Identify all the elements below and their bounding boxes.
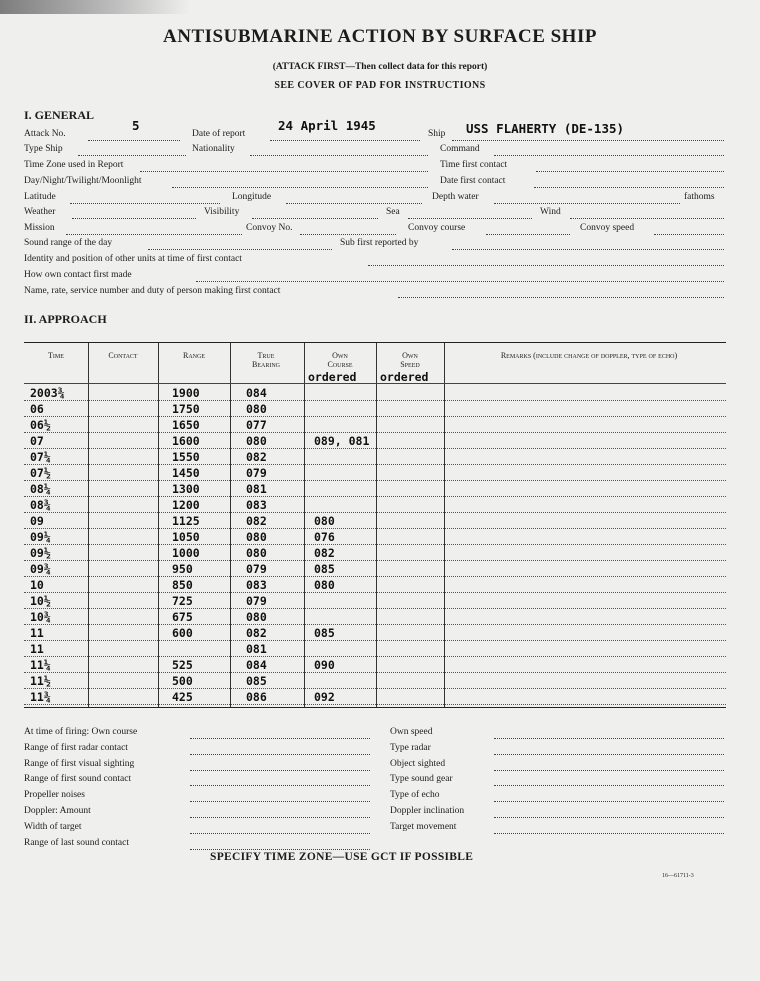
bearing-cell: 080 <box>246 530 267 544</box>
specify-time-zone: SPECIFY TIME ZONE—USE GCT IF POSSIBLE <box>210 851 474 863</box>
bearing-cell: 085 <box>246 674 267 688</box>
sound-range-label: Sound range of the day <box>24 238 113 248</box>
course-cell: 076 <box>314 530 335 544</box>
firing-left-line <box>190 849 370 850</box>
firing-right-label: Type of echo <box>390 790 440 800</box>
bearing-cell: 077 <box>246 418 267 432</box>
course-cell: 080 <box>314 578 335 592</box>
form-subtitle: (ATTACK FIRST—Then collect data for this report) <box>272 62 488 72</box>
form-title: ANTISUBMARINE ACTION BY SURFACE SHIP <box>163 26 597 47</box>
firing-left-line <box>190 833 370 834</box>
convoy-no-label: Convoy No. <box>246 223 293 233</box>
firing-left-label: Width of target <box>24 822 82 832</box>
bearing-cell: 079 <box>246 562 267 576</box>
firing-right-label: Type sound gear <box>390 774 453 784</box>
table-row-line <box>24 560 726 561</box>
form-number: 16—61711-3 <box>662 873 694 879</box>
command-line <box>494 155 724 156</box>
firing-left-label: At time of firing: Own course <box>24 727 138 737</box>
bearing-cell: 082 <box>246 514 267 528</box>
bearing-cell: 084 <box>246 658 267 672</box>
course-ordered-note: ordered <box>308 370 357 384</box>
firing-right-line <box>494 738 724 739</box>
weather-line <box>72 218 196 219</box>
name-rate-line <box>398 297 724 298</box>
table-row-line <box>24 672 726 673</box>
firing-right-label: Type radar <box>390 743 431 753</box>
table-row-line <box>24 544 726 545</box>
form-instructions: SEE COVER OF PAD FOR INSTRUCTIONS <box>274 80 486 91</box>
longitude-line <box>286 203 422 204</box>
time-cell: 09¾ <box>30 562 51 576</box>
date-first-contact-label: Date first contact <box>440 176 506 186</box>
firing-right-label: Doppler inclination <box>390 806 465 816</box>
section-approach-heading: II. APPROACH <box>24 312 107 326</box>
time-cell: 11¼ <box>30 658 51 672</box>
weather-label: Weather <box>24 207 56 217</box>
time-cell: 07 <box>30 434 44 448</box>
range-cell: 1000 <box>172 546 200 560</box>
how-contact-label: How own contact first made <box>24 270 132 280</box>
attack-no-line <box>88 140 180 141</box>
time-cell: 08¼ <box>30 482 51 496</box>
col-own-speed: Own Speed <box>400 351 420 369</box>
sub-first-reported-line <box>452 249 724 250</box>
ship-line <box>452 140 724 141</box>
firing-right-line <box>494 833 724 834</box>
range-cell: 675 <box>172 610 193 624</box>
col-range: Range <box>183 351 205 360</box>
day-night-label: Day/Night/Twilight/Moonlight <box>24 176 142 186</box>
sub-first-reported-label: Sub first reported by <box>340 238 419 248</box>
latitude-label: Latitude <box>24 192 56 202</box>
speed-ordered-note: ordered <box>380 370 429 384</box>
col-time: Time <box>48 351 64 360</box>
mission-line <box>66 234 242 235</box>
time-cell: 07¼ <box>30 450 51 464</box>
bearing-cell: 079 <box>246 594 267 608</box>
time-cell: 10¾ <box>30 610 51 624</box>
type-ship-line <box>78 155 186 156</box>
range-cell: 500 <box>172 674 193 688</box>
latitude-line <box>70 203 220 204</box>
identity-label: Identity and position of other units at time of first contact <box>24 254 242 264</box>
section-general-heading: I. GENERAL <box>24 108 95 122</box>
time-zone-line <box>140 171 428 172</box>
time-cell: 08¾ <box>30 498 51 512</box>
date-label: Date of report <box>192 129 246 139</box>
course-cell: 090 <box>314 658 335 672</box>
sound-range-line <box>148 249 332 250</box>
time-cell: 11 <box>30 642 44 656</box>
day-night-line <box>172 187 428 188</box>
firing-right-label: Own speed <box>390 727 433 737</box>
firing-right-line <box>494 770 724 771</box>
table-row-line <box>24 400 726 401</box>
range-cell: 725 <box>172 594 193 608</box>
firing-left-label: Range of last sound contact <box>24 838 130 848</box>
time-cell: 11 <box>30 626 44 640</box>
course-cell: 085 <box>314 626 335 640</box>
range-cell: 1900 <box>172 386 200 400</box>
time-first-contact-label: Time first contact <box>440 160 508 170</box>
name-rate-label: Name, rate, service number and duty of person making first contact <box>24 286 281 296</box>
range-cell: 1750 <box>172 402 200 416</box>
convoy-course-label: Convoy course <box>408 223 466 233</box>
table-row-line <box>24 688 726 689</box>
bearing-cell: 083 <box>246 578 267 592</box>
date-line <box>270 140 420 141</box>
time-cell: 10 <box>30 578 44 592</box>
bearing-cell: 086 <box>246 690 267 704</box>
bearing-cell: 083 <box>246 498 267 512</box>
type-ship-label: Type Ship <box>24 144 63 154</box>
range-cell: 525 <box>172 658 193 672</box>
firing-right-line <box>494 785 724 786</box>
table-row-line <box>24 432 726 433</box>
wind-line <box>570 218 724 219</box>
date-first-contact-line <box>534 187 724 188</box>
firing-left-label: Range of first visual sighting <box>24 759 135 769</box>
depth-water-label: Depth water <box>432 192 479 202</box>
visibility-line <box>252 218 378 219</box>
time-cell: 07½ <box>30 466 51 480</box>
scan-smudge <box>0 0 190 14</box>
firing-left-label: Doppler: Amount <box>24 806 91 816</box>
convoy-speed-line <box>654 234 724 235</box>
firing-right-label: Object sighted <box>390 759 446 769</box>
course-cell: 089, 081 <box>314 434 370 448</box>
table-row-line <box>24 640 726 641</box>
nationality-line <box>250 155 428 156</box>
col-true-bearing: True Bearing <box>252 351 280 369</box>
how-contact-line <box>196 281 724 282</box>
command-label: Command <box>440 144 480 154</box>
bearing-cell: 082 <box>246 450 267 464</box>
table-row-line <box>24 576 726 577</box>
nationality-label: Nationality <box>192 144 235 154</box>
table-row-line <box>24 528 726 529</box>
visibility-label: Visibility <box>204 207 240 217</box>
firing-right-line <box>494 754 724 755</box>
time-cell: 06 <box>30 402 44 416</box>
firing-left-line <box>190 738 370 739</box>
identity-line <box>368 265 724 266</box>
sea-line <box>408 218 532 219</box>
table-row-line <box>24 480 726 481</box>
firing-left-line <box>190 754 370 755</box>
range-cell: 1050 <box>172 530 200 544</box>
table-row-line <box>24 592 726 593</box>
firing-right-label: Target movement <box>390 822 457 832</box>
bearing-cell: 081 <box>246 642 267 656</box>
time-cell: 09½ <box>30 546 51 560</box>
table-row-line <box>24 624 726 625</box>
firing-right-line <box>494 801 724 802</box>
range-cell: 1450 <box>172 466 200 480</box>
range-cell: 600 <box>172 626 193 640</box>
depth-water-line <box>494 203 680 204</box>
table-row-line <box>24 416 726 417</box>
ship-label: Ship <box>428 129 446 139</box>
course-cell: 080 <box>314 514 335 528</box>
bearing-cell: 080 <box>246 434 267 448</box>
attack-no-value: 5 <box>132 118 140 133</box>
col-own-course: Own Course <box>327 351 353 369</box>
firing-left-line <box>190 785 370 786</box>
longitude-label: Longitude <box>232 192 272 202</box>
fathoms-label: fathoms <box>684 192 715 202</box>
attack-no-label: Attack No. <box>24 129 66 139</box>
time-cell: 09 <box>30 514 44 528</box>
mission-label: Mission <box>24 223 55 233</box>
table-row-line <box>24 512 726 513</box>
range-cell: 1600 <box>172 434 200 448</box>
table-row-line <box>24 608 726 609</box>
col-remarks: Remarks (include change of doppler, type of echo) <box>500 351 678 360</box>
range-cell: 950 <box>172 562 193 576</box>
bearing-cell: 080 <box>246 610 267 624</box>
range-cell: 1125 <box>172 514 200 528</box>
wind-label: Wind <box>540 207 561 217</box>
range-cell: 1300 <box>172 482 200 496</box>
firing-left-label: Propeller noises <box>24 790 85 800</box>
bearing-cell: 079 <box>246 466 267 480</box>
time-cell: 11½ <box>30 674 51 688</box>
range-cell: 1200 <box>172 498 200 512</box>
firing-left-label: Range of first radar contact <box>24 743 128 753</box>
firing-left-line <box>190 770 370 771</box>
time-zone-label: Time Zone used in Report <box>24 160 124 170</box>
course-cell: 085 <box>314 562 335 576</box>
date-value: 24 April 1945 <box>278 118 376 133</box>
convoy-course-line <box>486 234 570 235</box>
bearing-cell: 082 <box>246 626 267 640</box>
bearing-cell: 080 <box>246 402 267 416</box>
range-cell: 1550 <box>172 450 200 464</box>
time-cell: 09¼ <box>30 530 51 544</box>
course-cell: 082 <box>314 546 335 560</box>
bearing-cell: 081 <box>246 482 267 496</box>
approach-table <box>24 342 726 708</box>
sea-label: Sea <box>386 207 400 217</box>
bearing-cell: 080 <box>246 546 267 560</box>
ship-value: USS FLAHERTY (DE-135) <box>466 121 625 136</box>
range-cell: 850 <box>172 578 193 592</box>
firing-right-line <box>494 817 724 818</box>
bearing-cell: 084 <box>246 386 267 400</box>
time-cell: 2003¾ <box>30 386 65 400</box>
course-cell: 092 <box>314 690 335 704</box>
convoy-speed-label: Convoy speed <box>580 223 635 233</box>
firing-left-label: Range of first sound contact <box>24 774 132 784</box>
range-cell: 425 <box>172 690 193 704</box>
col-contact: Contact <box>108 351 138 360</box>
time-first-contact-line <box>536 171 724 172</box>
time-cell: 11¾ <box>30 690 51 704</box>
table-row-line <box>24 448 726 449</box>
firing-left-line <box>190 801 370 802</box>
table-row-line <box>24 656 726 657</box>
time-cell: 06½ <box>30 418 51 432</box>
firing-left-line <box>190 817 370 818</box>
table-row-line <box>24 464 726 465</box>
table-row-line <box>24 704 726 705</box>
table-row-line <box>24 496 726 497</box>
convoy-no-line <box>300 234 396 235</box>
range-cell: 1650 <box>172 418 200 432</box>
time-cell: 10½ <box>30 594 51 608</box>
